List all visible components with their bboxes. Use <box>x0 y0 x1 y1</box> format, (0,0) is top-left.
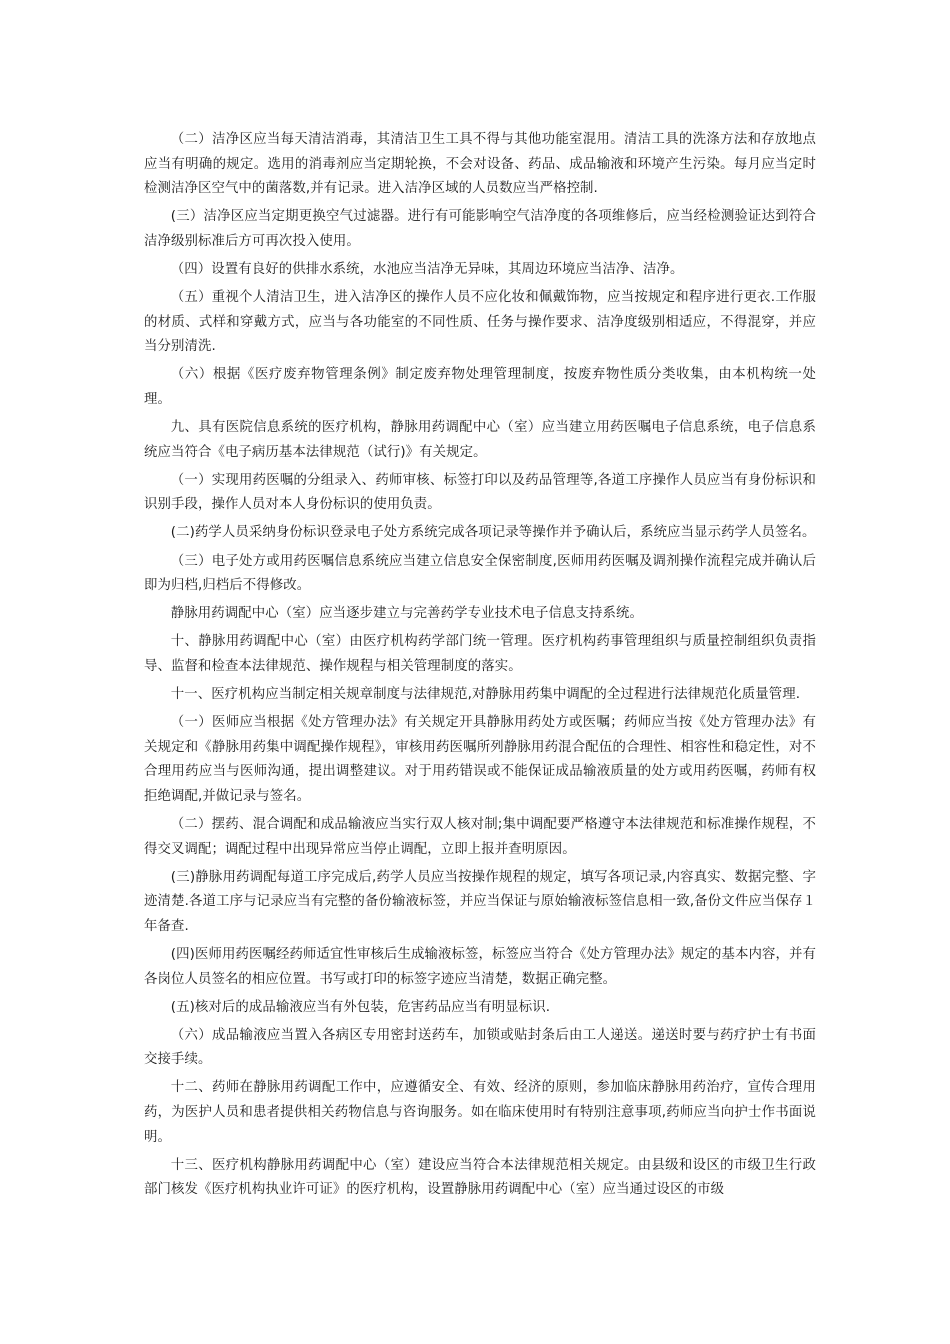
paragraph-section-thirteen: 十三、医疗机构静脉用药调配中心（室）建设应当符合本法律规范相关规定。由县级和设区的市级卫生行政部门核发《医疗机构执业许可证》的医疗机构，设置静脉用药调配中心（室）应当通过设区的市级 <box>144 1157 816 1198</box>
paragraph-section-nine: 九、具有医院信息系统的医疗机构，静脉用药调配中心（室）应当建立用药医嘱电子信息系统，电子信息系统应当符合《电子病历基本法律规范（试行)》有关规定。 <box>144 420 816 460</box>
paragraph-delivery: （六）成品输液应当置入各病区专用密封送药车，加锁或贴封条后由工人递送。递送时要与药疗护士有书面交接手续。 <box>144 1027 816 1068</box>
paragraph-info-support: 静脉用药调配中心（室）应当逐步建立与完善药学专业技术电子信息支持系统。 <box>170 606 643 622</box>
paragraph-pharmacist-login: (二)药学人员采纳身份标识登录电子处方系统完成各项记录等操作并予确认后，系统应当显示药学人员签名。 <box>170 525 816 541</box>
paragraph-clean-area-disinfection: （二）洁净区应当每天清洁消毒，其清洁卫生工具不得与其他功能室混用。清洁工具的洗涤方法和存放地点应当有明确的规定。选用的消毒剂应当定期轮换，不会对设备、药品、成品输液和环境产生污染。每月应当定时检测洁净区空气中的菌落数,并有记录。进入洁净区域的人员数应当严格控制. <box>144 132 816 197</box>
paragraph-info-security: （三）电子处方或用药医嘱信息系统应当建立信息安全保密制度,医师用药医嘱及调剂操作流程完成并确认后即为归档,归档后不得修改。 <box>144 553 816 594</box>
paragraph-medical-waste: （六）根据《医疗废弃物管理条例》制定废弃物处理管理制度，按废弃物性质分类收集，由本机构统一处理。 <box>144 367 816 407</box>
paragraph-water-system: （四）设置有良好的供排水系统，水池应当洁净无异味，其周边环境应当洁净、洁净。 <box>170 261 684 277</box>
paragraph-order-entry: （一）实现用药医嘱的分组录入、药师审核、标签打印以及药品管理等,各道工序操作人员应当有身份标识和识别手段，操作人员对本人身份标识的使用负责。 <box>144 472 816 513</box>
paragraph-prescription-review: （一）医师应当根据《处方管理办法》有关规定开具静脉用药处方或医嘱；药师应当按《处方管理办法》有关规定和《静脉用药集中调配操作规程》，审核用药医嘱所列静脉用药混合配伍的合理性、相容性和稳定性，对不合理用药应当与医师沟通，提出调整建议。对于用药错误或不能保证成品输液质量的处方或用药医嘱，药师有权拒绝调配,并做记录与签名。 <box>144 715 816 804</box>
paragraph-personal-hygiene: （五）重视个人清洁卫生，进入洁净区的操作人员不应化妆和佩戴饰物，应当按规定和程序进行更衣.工作服的材质、式样和穿戴方式，应当与各功能室的不同性质、任务与操作要求、洁净度级别相适应，不得混穿，并应当分别清洗. <box>144 290 816 355</box>
paragraph-packaging: (五)核对后的成品输液应当有外包装，危害药品应当有明显标识. <box>170 999 551 1015</box>
paragraph-section-ten: 十、静脉用药调配中心（室）由医疗机构药学部门统一管理。医疗机构药事管理组织与质量控制组织负责指导、监督和检查本法律规范、操作规程与相关管理制度的落实。 <box>144 634 816 674</box>
paragraph-labels: (四)医师用药医嘱经药师适宜性审核后生成输液标签，标签应当符合《处方管理办法》规定的基本内容，并有各岗位人员签名的相应位置。书写或打印的标签字迹应当清楚，数据正确完整。 <box>144 946 816 987</box>
paragraph-double-check: （二）摆药、混合调配和成品输液应当实行双人核对制;集中调配要严格遵守本法律规范和标准操作规程，不得交叉调配；调配过程中出现异常应当停止调配，立即上报并查明原因。 <box>144 816 816 857</box>
paragraph-records: (三)静脉用药调配每道工序完成后,药学人员应当按操作规程的规定，填写各项记录,内容真实、数据完整、字迹清楚.各道工序与记录应当有完整的备份输液标签，并应当保证与原始输液标签信息相一致,备份文件应当保存１年备查. <box>144 869 816 934</box>
document-body <box>144 128 816 1206</box>
paragraph-air-filter: (三）洁净区应当定期更换空气过滤器。进行有可能影响空气洁净度的各项维修后，应当经检测验证达到符合洁净级别标准后方可再次投入使用。 <box>144 209 816 249</box>
paragraph-section-eleven: 十一、医疗机构应当制定相关规章制度与法律规范,对静脉用药集中调配的全过程进行法律规范化质量管理. <box>170 686 801 702</box>
paragraph-section-twelve: 十二、药师在静脉用药调配工作中，应遵循安全、有效、经济的原则，参加临床静脉用药治疗，宣传合理用药，为医护人员和患者提供相关药物信息与咨询服务。如在临床使用时有特别注意事项,药师应当向护士作书面说明。 <box>144 1080 816 1145</box>
